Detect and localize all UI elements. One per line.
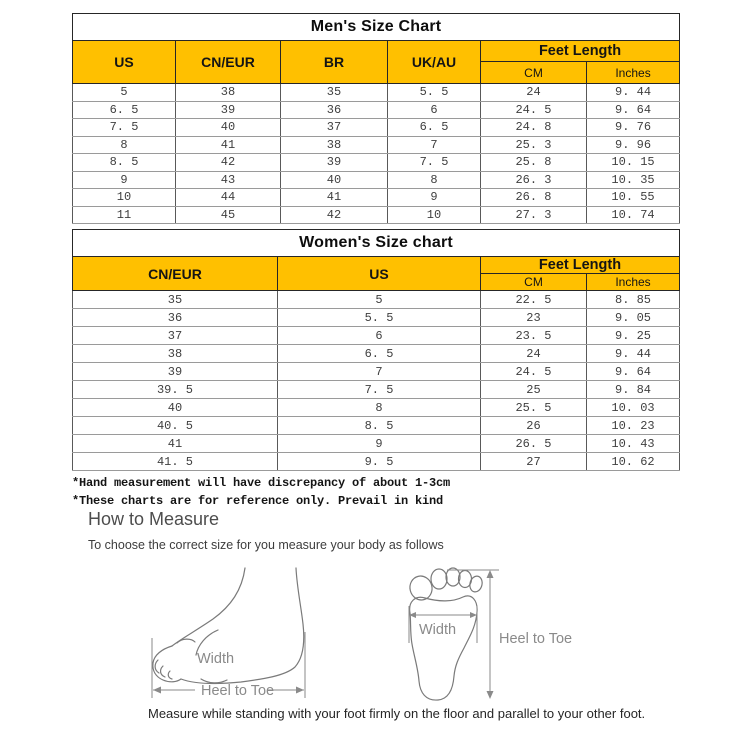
table-cell: 8 [73, 136, 176, 154]
table-cell: 10. 15 [587, 154, 680, 172]
column-header-inches: Inches [587, 62, 680, 84]
table-cell: 8 [388, 171, 481, 189]
column-header-cm: CM [481, 274, 587, 291]
footnote-line-1: *Hand measurement will have discrepancy of about 1-3cm [72, 476, 451, 490]
table-cell: 23. 5 [481, 327, 587, 345]
table-cell: 7. 5 [73, 119, 176, 137]
vertical-arrowhead-bottom-icon [487, 691, 494, 699]
table-cell: 9 [388, 189, 481, 207]
table-cell: 5 [278, 291, 481, 309]
toe-knuckle-bump [177, 639, 195, 643]
middle-toe-shape [446, 568, 460, 586]
footnote-line-2: *These charts are for reference only. Prevail in kind [72, 494, 444, 508]
arrowhead-left-icon [153, 687, 161, 694]
table-cell: 24 [481, 84, 587, 102]
table-row [73, 154, 680, 172]
table-cell: 26. 5 [481, 435, 587, 453]
womens-size-chart-table [72, 229, 680, 471]
table-cell: 9. 05 [587, 309, 680, 327]
column-header-cn-eur: CN/EUR [176, 41, 281, 84]
table-cell: 44 [176, 189, 281, 207]
womens-chart-title: Women's Size chart [73, 230, 680, 257]
table-cell: 7. 5 [388, 154, 481, 172]
table-cell: 38 [176, 84, 281, 102]
table-cell: 10. 62 [587, 453, 680, 471]
table-row [73, 453, 680, 471]
table-cell: 39. 5 [73, 381, 278, 399]
table-cell: 9 [278, 435, 481, 453]
table-cell: 24. 5 [481, 363, 587, 381]
table-row [73, 327, 680, 345]
table-row [73, 309, 680, 327]
table-cell: 9. 64 [587, 101, 680, 119]
table-cell: 40 [176, 119, 281, 137]
foot-toes-outline [153, 646, 181, 682]
table-cell: 6. 5 [73, 101, 176, 119]
table-cell: 38 [73, 345, 278, 363]
table-cell: 8. 5 [278, 417, 481, 435]
table-row [73, 119, 680, 137]
table-cell: 26. 8 [481, 189, 587, 207]
mens-header-row [73, 41, 680, 62]
table-cell: 40. 5 [73, 417, 278, 435]
womens-title-row [73, 230, 680, 257]
mens-chart-title: Men's Size Chart [73, 14, 680, 41]
side-width-label: Width [197, 651, 235, 667]
table-cell: 9. 76 [587, 119, 680, 137]
table-cell: 45 [176, 206, 281, 224]
foot-side-view-diagram [145, 566, 320, 706]
column-header-us: US [73, 41, 176, 84]
table-row [73, 381, 680, 399]
table-cell: 25 [481, 381, 587, 399]
side-heel-to-toe-label: Heel to Toe [201, 683, 275, 699]
table-cell: 10. 55 [587, 189, 680, 207]
vertical-arrowhead-top-icon [487, 570, 494, 578]
table-cell: 23 [481, 309, 587, 327]
table-row [73, 345, 680, 363]
table-cell: 6 [278, 327, 481, 345]
table-cell: 40 [73, 399, 278, 417]
table-cell: 9. 84 [587, 381, 680, 399]
table-row [73, 435, 680, 453]
mens-size-chart-table [72, 13, 680, 224]
table-row [73, 84, 680, 102]
table-cell: 41 [73, 435, 278, 453]
table-cell: 10. 03 [587, 399, 680, 417]
table-cell: 41 [281, 189, 388, 207]
column-header-cm: CM [481, 62, 587, 84]
table-cell: 25. 8 [481, 154, 587, 172]
table-cell: 7 [278, 363, 481, 381]
table-cell: 39 [281, 154, 388, 172]
table-cell: 43 [176, 171, 281, 189]
column-header-us: US [278, 257, 481, 291]
table-cell: 10. 23 [587, 417, 680, 435]
table-cell: 42 [176, 154, 281, 172]
foot-instep-outline [172, 568, 245, 646]
table-cell: 8. 85 [587, 291, 680, 309]
second-toe-shape [431, 569, 447, 589]
table-row [73, 417, 680, 435]
table-cell: 27. 3 [481, 206, 587, 224]
table-row [73, 101, 680, 119]
table-cell: 24. 5 [481, 101, 587, 119]
table-cell: 10. 43 [587, 435, 680, 453]
table-cell: 36 [73, 309, 278, 327]
table-cell: 10 [73, 189, 176, 207]
table-cell: 26. 3 [481, 171, 587, 189]
table-cell: 37 [281, 119, 388, 137]
mens-table-body [73, 84, 680, 224]
column-header-uk-au: UK/AU [388, 41, 481, 84]
table-cell: 10 [388, 206, 481, 224]
top-width-label: Width [419, 622, 457, 638]
table-cell: 39 [73, 363, 278, 381]
table-cell: 7 [388, 136, 481, 154]
table-cell: 8 [278, 399, 481, 417]
table-cell: 38 [281, 136, 388, 154]
mens-title-row [73, 14, 680, 41]
table-cell: 9 [73, 171, 176, 189]
table-cell: 5. 5 [278, 309, 481, 327]
table-cell: 25. 3 [481, 136, 587, 154]
table-cell: 41 [176, 136, 281, 154]
sole-outline [410, 596, 477, 700]
table-cell: 5. 5 [388, 84, 481, 102]
table-cell: 37 [73, 327, 278, 345]
table-cell: 7. 5 [278, 381, 481, 399]
table-cell: 9. 25 [587, 327, 680, 345]
column-header-inches: Inches [587, 274, 680, 291]
arrowhead-right-icon [296, 687, 304, 694]
column-header-br: BR [281, 41, 388, 84]
womens-table-body [73, 291, 680, 471]
table-cell: 22. 5 [481, 291, 587, 309]
footnotes [72, 474, 450, 510]
table-row [73, 363, 680, 381]
table-cell: 35 [281, 84, 388, 102]
table-cell: 24. 8 [481, 119, 587, 137]
table-row [73, 399, 680, 417]
table-cell: 26 [481, 417, 587, 435]
table-cell: 10. 74 [587, 206, 680, 224]
womens-header-row [73, 257, 680, 274]
table-cell: 9. 44 [587, 345, 680, 363]
table-cell: 25. 5 [481, 399, 587, 417]
table-cell: 36 [281, 101, 388, 119]
table-cell: 35 [73, 291, 278, 309]
table-cell: 5 [73, 84, 176, 102]
table-cell: 9. 44 [587, 84, 680, 102]
table-row [73, 171, 680, 189]
table-row [73, 189, 680, 207]
table-cell: 6. 5 [388, 119, 481, 137]
how-to-measure-subtitle: To choose the correct size for you measure your body as follows [88, 538, 444, 552]
table-row [73, 136, 680, 154]
table-row [73, 291, 680, 309]
table-cell: 9. 96 [587, 136, 680, 154]
top-heel-to-toe-label: Heel to Toe [499, 631, 573, 647]
how-to-measure-heading: How to Measure [88, 509, 220, 529]
table-cell: 40 [281, 171, 388, 189]
measure-caption: Measure while standing with your foot firmly on the floor and parallel to your other foot. [148, 706, 646, 721]
table-cell: 10. 35 [587, 171, 680, 189]
table-cell: 8. 5 [73, 154, 176, 172]
table-cell: 6 [388, 101, 481, 119]
table-cell: 24 [481, 345, 587, 363]
table-cell: 11 [73, 206, 176, 224]
table-cell: 42 [281, 206, 388, 224]
column-header-feet-length: Feet Length [481, 41, 680, 62]
foot-top-view-diagram [395, 566, 580, 706]
table-row [73, 206, 680, 224]
table-cell: 9. 64 [587, 363, 680, 381]
column-header-feet-length: Feet Length [481, 257, 680, 274]
table-cell: 27 [481, 453, 587, 471]
table-cell: 6. 5 [278, 345, 481, 363]
column-header-cn-eur: CN/EUR [73, 257, 278, 291]
table-cell: 41. 5 [73, 453, 278, 471]
table-cell: 39 [176, 101, 281, 119]
table-cell: 9. 5 [278, 453, 481, 471]
